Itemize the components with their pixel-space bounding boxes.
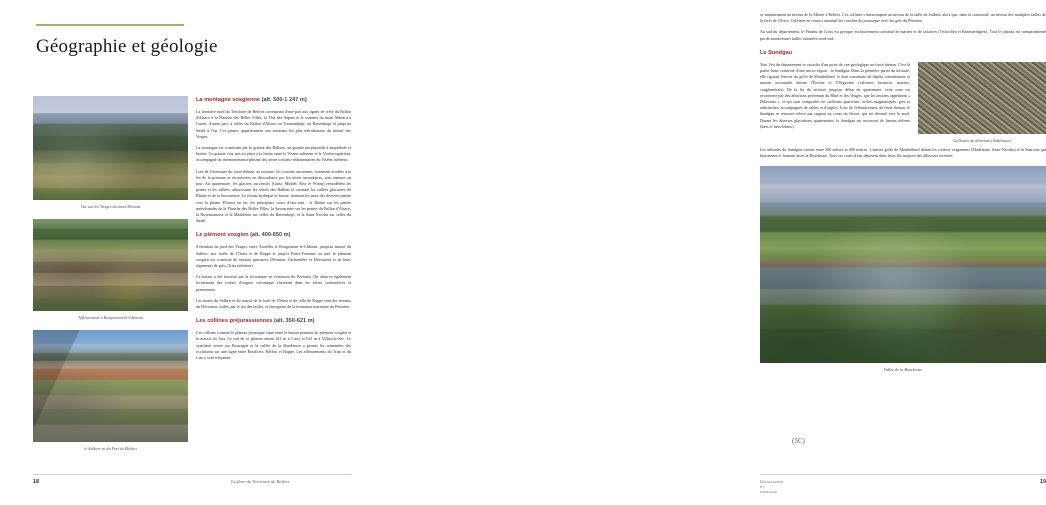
figure-caption: Cailloutis du diluvium (Andelnans)	[952, 137, 1012, 143]
left-text-column	[196, 96, 351, 368]
paragraph: Ces collines forment le plateau jurassique situé entre le bassin permien du piémont vosgien et le massif du Jura. Le sud de ce plateau atteint 611 m à Croix et 621 m à Villars-le-Sec. Le synclinal center sur Bourogne et la vallée de la Bourbeuse a permis les remontées des occlusions sur une ligne entre Bavilliers, Belfort et Roppe. Les affleurements du Trias et du Lias y sont fréquents.	[196, 330, 351, 361]
section-heading-main: Le Sundgau	[760, 49, 793, 56]
paragraph: se maintiennent au niveau de la Miotte à Belfort. Ces collines s'interrompent au niveau de la taille de Salbert, alors que, dans la continuité, au niveau des multiples failles de la forêt de l'Arsot. Cela met en contact anormal les couches du jurassique avec les grès du Permien.	[760, 12, 1046, 24]
figure-salbert	[33, 330, 188, 452]
sundgau-text	[760, 62, 910, 135]
paragraph: Au sud du département, le Plateau de Croix est presque exclusivement constitué de marnes et de calcaires (Oxfordien et Kimméridgien). Tout le plateau est compartimenté par de nombreuses failles orientées nord-sud.	[760, 29, 1046, 41]
section-montagne-vosgienne	[196, 96, 351, 224]
figure-vosges-panorama	[33, 96, 188, 210]
figure-rock-outcrop	[33, 219, 188, 321]
gravel-diluvium-photo	[918, 62, 1046, 134]
left-page-number: 18	[33, 479, 39, 485]
section-heading-main: La montagne vosgienne	[196, 97, 261, 103]
figure-caption: le Salbert vu du Fort de Belfort	[84, 446, 137, 451]
rock-outcrop-photo	[33, 219, 188, 311]
right-page	[368, 0, 1046, 505]
paragraph: La montagne est constituée par le granite des Ballons, un granite porphyroïde à amphibole et biotite. Ce granite s'est mis en place à la limite entre le Viséen inférieur et le Viséen supérieur, accompagné du thermométamorphisme des séries volcano-sédimentaires du Viséen inférieur.	[196, 145, 351, 163]
figure-bourbeuse-valley	[760, 166, 1046, 373]
left-page	[0, 0, 368, 505]
right-column	[760, 12, 1046, 382]
section-heading	[760, 49, 1046, 57]
section-heading-main: Le piémont vosgien	[196, 232, 249, 239]
paragraph: Ce bassin a été favorisé par la tectonique en extension du Permien. On observe également localement des roches d'origine volcanique s'insérant dans les séries carbonifères et permiennes.	[196, 274, 351, 292]
figure-caption: Vue sur les Vosges du mont Ménard	[80, 204, 141, 209]
right-footer-rule	[760, 474, 1046, 475]
title-rule	[36, 24, 184, 26]
paragraph: Les monts du Salbert et du massif de la forêt de l'Ouest et de celle de Roppe sont des terrains du Dévonien, isolés, par le jeu des failles, et émergeant de la formation marneuse du Permien.	[196, 297, 351, 310]
section-heading	[196, 231, 351, 239]
section-heading-altitude: (alt. 500-1 247 m)	[261, 97, 307, 103]
figure-gravel-diluvium	[918, 62, 1046, 144]
section-heading-altitude: (alt. 400-650 m)	[250, 232, 291, 239]
section-heading-main: Les collines préjurassiennes	[196, 318, 273, 325]
left-image-column	[33, 96, 188, 461]
figure-caption: Affleurement à Rougemont-le-Château	[78, 315, 143, 320]
section-collines-prejurassiennes	[196, 317, 351, 361]
photo-credit-mark: (5C)	[792, 437, 805, 445]
bourbeuse-valley-photo	[760, 166, 1046, 363]
paragraph: S'étendant du pied des Vosges, entre Auxelles et Rougemont-le-Château, jusqu'au massif du Salbert, aux forêts de l'Ouest et de Roppe et jusqu'à Petite-Fontaine au sud, le piémont vosgien est constitué de terrains primaires (Permien, Carbonifère et Dévonien) et de leurs téguments de grès (Trias inférieur).	[196, 244, 351, 269]
paragraph: Les altitudes du Sundgau varient entre 300 mètres et 400 mètres. L'ancien golfe de Montbéliard draine les rivières vosgiennes (Madeleine, Saint-Nicolas) et la Suarcine qui luxionnent et forment alors la Bourbeuse. Tous ces cours d'eau déposent dans leurs lits majeurs des alluvions récentes.	[760, 146, 1046, 159]
section-heading	[196, 96, 351, 104]
section-piemont-vosgien	[196, 231, 351, 310]
paragraph: La frontière nord du Territoire de Belfort correspond d'une part aux lignes de crête du Ballon d'Alsace à la Planche des Belles Filles, la Tête des Sapins et le sommet du mont Ménard à l'ouest, d'autre part, à celles du Ballon d'Alsace au Tremontkopf, au Baerenkopf et jusqu'au Sudel à l'est. Ces pentes appartiennent aux sommets les plus méridionaux du massif des Vosges.	[196, 109, 351, 139]
right-page-number: 19	[1040, 479, 1046, 485]
paragraph: Lors de l'ouverture du fossé rhénan, au tertiaire, les couches anciennes, fortement érodées à la fin de la primaire et recouvertes en discordance par les séries secondaires, sont remises au jour. Au quaternaire, les glaciers successifs (Günz, Mindel, Riss et Würm) remodèlent les pentes et les vallées, adoucissant les reliefs des Ballons et creusant les vallées glaciaires du Rhône et de la Savoureuse. Le réseau hydrique se forme, drainant les eaux des diverses pentes vers la plaine. D'ouest en est, les principaux cours d'eau sont : le Rhône sur les pentes méridionales de la Planche des Belles Filles, la Savoureuse sur les pentes du Ballon d'Alsace, la Rosemontoise et la Madeleine sur celles du Baerenkopf, et la Saint-Nicolas sur celles du Sudel.	[196, 168, 351, 224]
right-running-head: Géographie et géologie	[760, 479, 784, 494]
page-title: Géographie et géologie	[36, 36, 218, 57]
paragraph: Tout l'est du département se rattache d'un point de vue géologique au fossé rhénan. C'est la partie franc-comtoise d'une micro-région : le Sundgau. Dans la première partie du tertiaire, elle figurait l'entrée du golfe de Montbéliard, et était constituée de dépôts continentaux et marins accumulés durant l'Éocène et l'Oligocène (calcaires lacustres, marnes, conglomérats). De la fin du tertiaire jusqu'au début du quaternaire, cette zone est recouverte par des alluvions provenant du Rhin et des Vosges, que les anciens appelaient « Diluvium », et qui sont composées de cailloutis quartzites, roches magmatiques, grès et radiolarites, accompagnés de sables et d'argiles. Lors de l'effondrement du fossé rhénan, le Sundgau se retrouve relevé par rapport au cours du fleuve, qui est dérouté vers le nord. Durant les diverses glaciations quaternaires, le Sundgau est recouvert de limons éoliens (lœss et lœss-lehms).	[760, 61, 910, 129]
figure-caption: Vallée de la Bourbeuse	[883, 367, 923, 373]
salbert-from-fort-photo	[33, 330, 188, 442]
section-heading	[196, 317, 351, 325]
text-and-inset-figure	[760, 62, 1046, 144]
vosges-panorama-photo	[33, 96, 188, 200]
section-heading-altitude: (alt. 350-621 m)	[274, 318, 315, 325]
left-footer-rule	[33, 474, 351, 475]
left-running-head: La flore du Territoire de Belfort	[231, 479, 290, 484]
